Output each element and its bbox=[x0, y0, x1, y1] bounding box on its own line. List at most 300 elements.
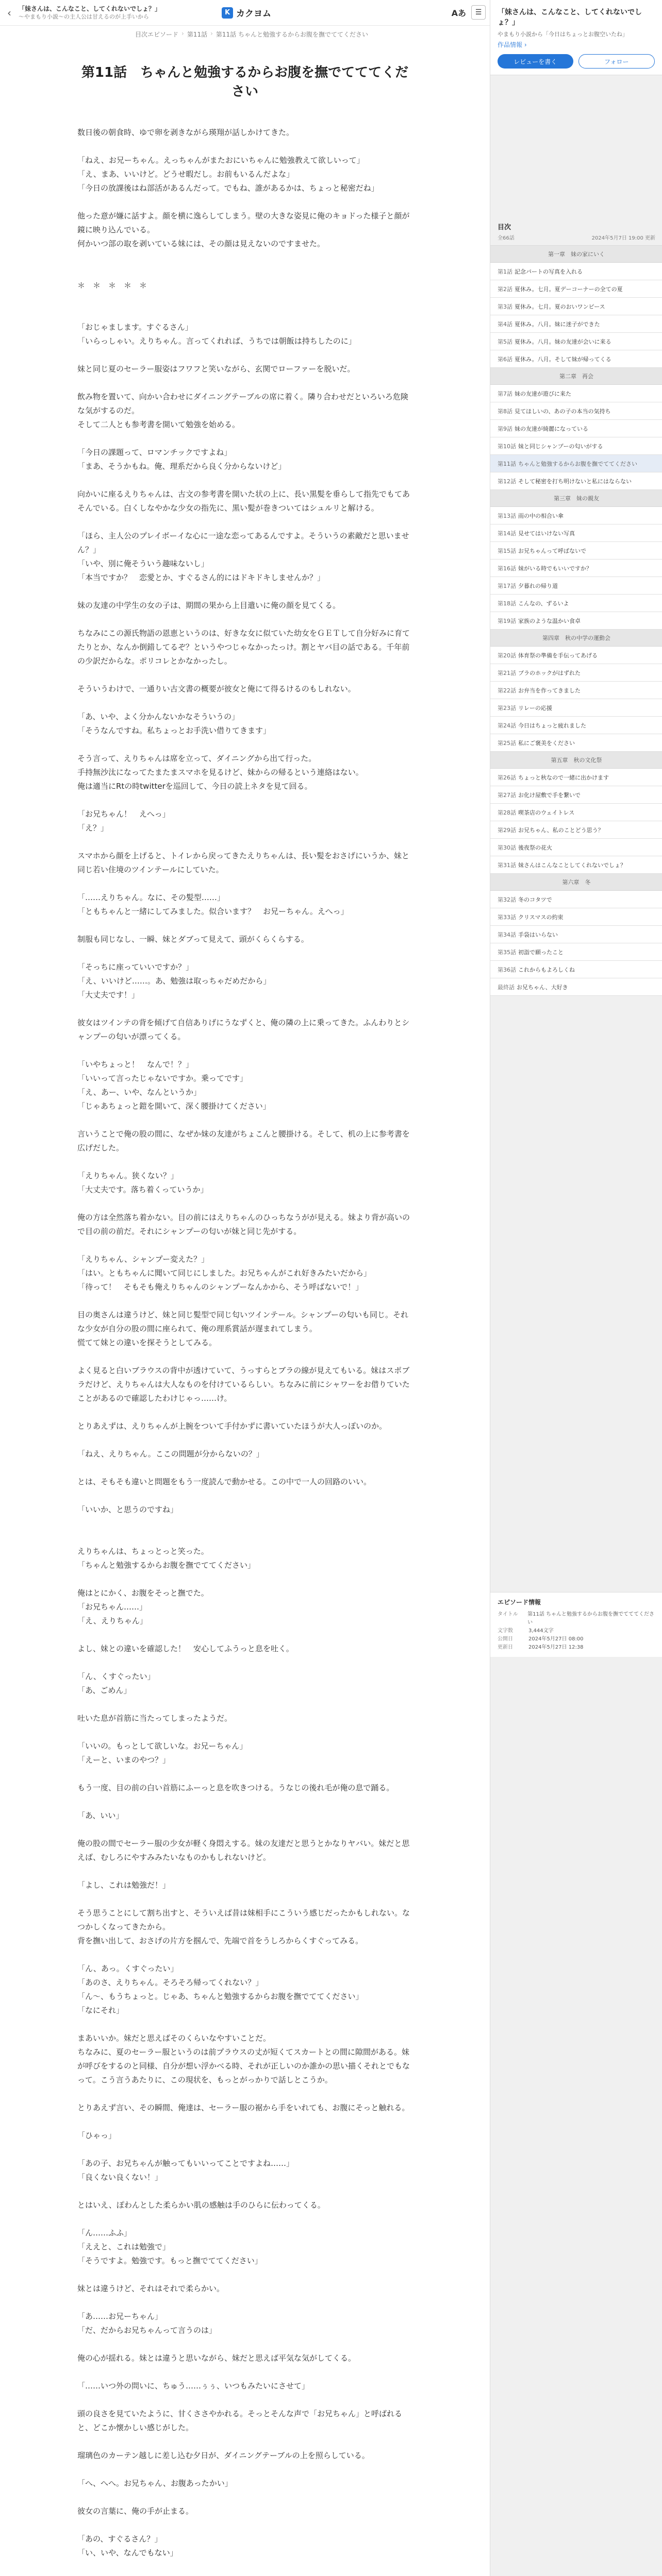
toc-meta bbox=[490, 233, 662, 246]
episode-info bbox=[490, 1592, 662, 1657]
toc-episode-number: 第36話 bbox=[498, 966, 516, 973]
table-of-contents bbox=[490, 222, 662, 996]
blank-line bbox=[77, 1517, 412, 1531]
body-paragraph: 「ねえ、お兄ーちゃん。えっちゃんがまたおにいちゃんに勉強教えて欲しいって」 bbox=[77, 156, 365, 165]
toc-episode[interactable] bbox=[490, 472, 662, 490]
body-paragraph: 「いいの。もっとして欲しいな。お兄ーちゃん」 bbox=[77, 1741, 247, 1751]
body-paragraph: まあいいか。妹だと思えばそのくらいなやすいことだ。 bbox=[77, 2033, 271, 2043]
toc-episode[interactable] bbox=[490, 402, 662, 420]
body-paragraph: 「え、いいけど……。あ、勉強は取っちゃだめだから」 bbox=[77, 976, 271, 986]
site-logo[interactable] bbox=[222, 6, 271, 19]
blank-line bbox=[77, 1405, 412, 1419]
toc-episode-number: 第33話 bbox=[498, 913, 516, 921]
toc-episode[interactable] bbox=[490, 542, 662, 560]
toc-episode-title: 夏休み。七月。夏デーコーナーの全ての夏 bbox=[515, 285, 623, 293]
body-paragraph: 「ともちゃんと一緒にしてみました。似合います？ お兄ーちゃん。えへっ」 bbox=[77, 907, 349, 916]
blank-line bbox=[77, 432, 412, 446]
toc-episode-number: 第18話 bbox=[498, 600, 516, 607]
toc-chapter[interactable]: 第四章 秋の中学の運動会 bbox=[490, 630, 662, 647]
toc-episode-number: 第15話 bbox=[498, 547, 516, 554]
blank-line bbox=[77, 1572, 412, 1586]
toc-episode-number: 第26話 bbox=[498, 774, 516, 781]
logo-mark-icon: K bbox=[222, 7, 233, 19]
blank-line bbox=[77, 585, 412, 599]
breadcrumb-item[interactable]: 目次エピソード bbox=[135, 31, 178, 38]
toc-episode[interactable] bbox=[490, 577, 662, 595]
blank-line bbox=[77, 2393, 412, 2407]
blank-line bbox=[77, 1155, 412, 1169]
blank-line bbox=[77, 2490, 412, 2504]
toc-episode-title: 夏休み。七月。夏のおいワンピース bbox=[515, 303, 605, 310]
toc-episode-title: ちゃんと勉強するからお腹を撫でててください bbox=[518, 460, 637, 467]
blank-line bbox=[77, 1113, 412, 1127]
body-paragraph: 「よし、これは勉強だ！」 bbox=[77, 1880, 171, 1890]
body-paragraph: とりあえず言い、その瞬間、俺達は、セーラー服の裾から手をいれても、お腹にそっと触れる。 bbox=[77, 2103, 410, 2112]
toc-episode-number: 第12話 bbox=[498, 478, 516, 485]
body-paragraph: 「ちゃんと勉強するからお腹を撫でててください」 bbox=[77, 1561, 256, 1570]
blank-line bbox=[77, 1795, 412, 1809]
body-paragraph: 「あ、いい」 bbox=[77, 1811, 124, 1820]
blank-line bbox=[77, 2087, 412, 2101]
info-key: 更新日 bbox=[498, 1645, 513, 1650]
body-paragraph: そう言って、えりちゃんは席を立って、ダイニングから出て行った。 bbox=[77, 754, 317, 763]
toc-episode-number: 第34話 bbox=[498, 931, 516, 938]
toc-episode[interactable] bbox=[490, 664, 662, 682]
toc-episode-title: 家族のような温かい食卓 bbox=[518, 617, 581, 624]
toc-episode-title: 妹がいる時でもいいですか？ bbox=[518, 565, 592, 572]
blank-line bbox=[77, 2463, 412, 2477]
body-paragraph: 「ん……ふふ」 bbox=[77, 2228, 132, 2238]
body-paragraph: 「あの子、お兄ちゃんが触ってもいいってことですよね……」 bbox=[77, 2159, 294, 2168]
blank-line bbox=[77, 668, 412, 682]
body-paragraph: 「いや、別に俺そういう趣味ないし」 bbox=[77, 559, 209, 568]
toc-episode-title: そして秘密を打ち明けないと私にはならない bbox=[518, 478, 632, 485]
body-paragraph: よし、妹との違いを確認した！ 安心してふうっと息を吐く。 bbox=[77, 1644, 294, 1653]
blank-line bbox=[77, 793, 412, 807]
body-paragraph: 俺の方は全然落ち着かない。目の前にはえりちゃんのひっちなうがが見える。妹より背が高いので目の前の前だ。それにシャンプーの匂いが妹と同じ先がする。 bbox=[77, 1213, 410, 1236]
toc-episode[interactable] bbox=[490, 821, 662, 839]
menu-icon[interactable]: ☰ bbox=[471, 5, 486, 20]
toc-episode[interactable] bbox=[490, 978, 662, 996]
toc-episode-title: ブラのホックがはずれた bbox=[518, 669, 581, 676]
body-paragraph: 「待って！ そもそも俺えりちゃんのシャンプーなんかから、そう呼ばないで！」 bbox=[77, 1282, 363, 1292]
body-paragraph: 「あ、いや、よく分かんないかなそういうの」 bbox=[77, 712, 240, 721]
body-paragraph: 「いいって言ったじゃないですか。乗ってです」 bbox=[77, 1074, 248, 1083]
toc-episode[interactable] bbox=[490, 385, 662, 402]
toc-episode-number: 第11話 bbox=[498, 460, 516, 467]
blank-line bbox=[77, 696, 412, 710]
body-paragraph: 妹とは違うけど、それはそれで柔らかい。 bbox=[77, 2284, 225, 2293]
body-paragraph: 「おじゃまします。すぐるさん」 bbox=[77, 323, 193, 332]
toc-episode[interactable] bbox=[490, 595, 662, 612]
toc-episode[interactable] bbox=[490, 717, 662, 734]
body-paragraph: 手持無沙汰になってたまたまスマホを見るけど、妹からの帰るという連絡はない。 bbox=[77, 768, 363, 777]
blank-line bbox=[77, 919, 412, 933]
blank-line bbox=[77, 1433, 412, 1447]
body-paragraph: 「……いつ外の問いに、ちゅう……ぅぅ、いつもみたいにさせて」 bbox=[77, 2381, 310, 2391]
info-value: 2024年5月27日 08:00 bbox=[528, 1636, 584, 1642]
toc-episode-title: 見せてはいけない写真 bbox=[518, 530, 575, 537]
body-paragraph: 「お兄ちゃん……」 bbox=[77, 1602, 147, 1612]
body-paragraph: 「大丈夫です！」 bbox=[77, 990, 140, 999]
sidebar-work-sub: やまもり小説から「今日はちょっとお腹空いたね」 bbox=[498, 31, 628, 38]
body-paragraph: 「ねえ、えりちゃん。ここの問題が分からないの？」 bbox=[77, 1449, 264, 1459]
header-controls bbox=[452, 5, 486, 20]
blank-line bbox=[77, 1239, 412, 1252]
toc-episode-title: 冬のコタツで bbox=[518, 896, 552, 903]
toc-episode[interactable] bbox=[490, 333, 662, 350]
blank-line bbox=[77, 2212, 412, 2226]
toc-episode[interactable] bbox=[490, 734, 662, 752]
toc-episode[interactable] bbox=[490, 804, 662, 821]
body-paragraph: 彼女の言葉に、俺の手が止まる。 bbox=[77, 2506, 194, 2516]
body-paragraph bbox=[77, 2574, 412, 2576]
body-paragraph: 向かいに座るえりちゃんは、古文の参考書を開いた状の上に、長い黒髪を垂らして指先でもてあそんでいる。白くしなやかな少女の指先に、黒い髪が巻きついてはシュルリと解ける。 bbox=[77, 489, 410, 513]
blank-line bbox=[77, 1823, 412, 1837]
blank-line bbox=[77, 2518, 412, 2532]
body-paragraph: とはいえ、ぽわんとした柔らかい肌の感触は手のひらに伝わってくる。 bbox=[77, 2200, 325, 2210]
body-paragraph: 「いいか、と思うのですね」 bbox=[77, 1505, 178, 1514]
toc-episode-title: 夏休み。八月。そして妹が帰ってくる bbox=[515, 355, 611, 363]
body-paragraph: 言いうことで俺の股の間に、なぜか妹の友達がちょこんと腰掛ける。そして、机の上に参考書を広げだした。 bbox=[77, 1129, 410, 1153]
blank-line bbox=[77, 251, 412, 265]
toc-episode[interactable] bbox=[490, 524, 662, 542]
toc-episode[interactable] bbox=[490, 839, 662, 856]
toc-episode-title: 雨の中の相合い傘 bbox=[518, 512, 564, 519]
body-paragraph: 「いやちょっと！ なんで！？」 bbox=[77, 1060, 194, 1069]
info-value: 第11話 ちゃんと勉強するからお腹を撫でてててください bbox=[527, 1612, 655, 1625]
toc-episode[interactable] bbox=[490, 612, 662, 630]
info-value: 3,444文字 bbox=[528, 1628, 554, 1634]
blank-line bbox=[77, 473, 412, 487]
episode-info-row bbox=[498, 1643, 655, 1652]
follow-button[interactable]: フォロー bbox=[578, 54, 655, 69]
toc-episode[interactable] bbox=[490, 280, 662, 298]
info-key: タイトル bbox=[498, 1612, 518, 1617]
body-paragraph: 「あ……お兄ーちゃん」 bbox=[77, 2312, 163, 2321]
toc-episode-number: 第23話 bbox=[498, 704, 516, 711]
sidebar bbox=[490, 0, 662, 2576]
toc-episode-title: 私にご褒美をください bbox=[518, 739, 575, 747]
blank-line bbox=[77, 265, 412, 279]
body-paragraph: 「えーと、いまのやつ？」 bbox=[77, 1755, 171, 1765]
work-subtitle: 〜やまもり小説〜の主人公は甘えるのが上手いから bbox=[19, 13, 149, 20]
toc-episode-title: 妹さんはこんなことしてくれないでしょ？ bbox=[518, 861, 626, 869]
blank-line bbox=[77, 1461, 412, 1475]
body-paragraph: 「え、えりちゃん」 bbox=[77, 1616, 147, 1625]
toc-episode-number: 第8話 bbox=[498, 408, 512, 415]
toc-episode-number: 第24話 bbox=[498, 722, 516, 729]
blank-line bbox=[77, 1628, 412, 1642]
toc-episode-title: 喫茶店のウェイトレス bbox=[518, 809, 575, 816]
episode-info-row bbox=[498, 1627, 655, 1635]
toc-episode-number: 第5話 bbox=[498, 338, 512, 345]
body-paragraph: 他った意が嫌に話すよ。顔を横に逸らしてしまう。壁の大きな姿見に俺のキョドった様子と顔が鏡に映り込んでいる。 bbox=[77, 211, 410, 234]
blank-line bbox=[77, 1865, 412, 1878]
toc-episode-number: 第4話 bbox=[498, 320, 512, 328]
work-info[interactable] bbox=[19, 5, 194, 21]
blank-line bbox=[77, 376, 412, 390]
body-paragraph: 背を撫い出して、おさげの片方を掴んで、先端で首をうしろからくすぐってみる。 bbox=[77, 1936, 363, 1945]
body-paragraph: 目の奥さんは違うけど、妹と同じ髪型で同じ匂いツインテール。シャンプーの匂いも同じ。それな少女が自分の股の間に座られて、俺の理系賞話が遅まれてしまう。 bbox=[77, 1310, 409, 1333]
blank-line bbox=[77, 1044, 412, 1058]
body-paragraph: 「え？」 bbox=[77, 823, 109, 833]
toc-episode-title: お兄ちゃん、私のことどう思う？ bbox=[518, 826, 604, 834]
sidebar-work-header bbox=[490, 0, 662, 75]
body-paragraph: 俺の股の間でセーラー服の少女が軽く身悶えする。妹の友達だと思うとかなりヤバい。妹だと思えば、むしろにやすみみたいなものかもしれないけど。 bbox=[77, 1839, 410, 1862]
toc-episode-title: お弁当を作ってきました bbox=[518, 687, 581, 694]
body-paragraph: そういうわけで、一通りい古文書の概要が彼女と俺にて得るけるのもしれない。 bbox=[77, 684, 356, 693]
toc-episode-title: 妹と同じシャンプーの匂いがする bbox=[518, 443, 603, 450]
body-paragraph: 制服も同じなし、一瞬、妹とダブって見えて、頭がくらくらする。 bbox=[77, 935, 309, 944]
toc-episode[interactable] bbox=[490, 315, 662, 333]
blank-line bbox=[77, 348, 412, 362]
toc-episode-title: 夏休み。八月。妹に迷子ができた bbox=[515, 320, 600, 328]
toc-episode[interactable] bbox=[490, 908, 662, 926]
breadcrumb bbox=[92, 30, 411, 39]
toc-episode-number: 第25話 bbox=[498, 739, 516, 747]
blank-line bbox=[77, 2268, 412, 2282]
blank-line bbox=[77, 2337, 412, 2351]
blank-line bbox=[77, 1197, 412, 1211]
toc-episode-number: 第1話 bbox=[498, 268, 512, 275]
body-paragraph: 俺はとにかく、お腹をそっと撫でた。 bbox=[77, 1588, 209, 1598]
toc-episode-title: 夕暮れの帰り道 bbox=[518, 582, 558, 589]
toc-episode-number: 第22話 bbox=[498, 687, 516, 694]
toc-episode-title: これからもよろしくね bbox=[518, 966, 575, 973]
toc-episode-title: 今日はちょっと疲れました bbox=[518, 722, 586, 729]
toc-episode-number: 第27話 bbox=[498, 791, 516, 799]
body-paragraph: 「お兄ちゃん！ えへっ」 bbox=[77, 809, 170, 819]
toc-episode[interactable] bbox=[490, 350, 662, 368]
blank-line bbox=[77, 1948, 412, 1962]
toc-count: 全66話 bbox=[498, 235, 515, 241]
body-paragraph: もう一度、目の前の白い首筋にふーっと息を吹きつける。うなじの後れ毛が俺の息で踊る。 bbox=[77, 1783, 394, 1792]
body-paragraph: 「そっちに座っていいですか？」 bbox=[77, 962, 194, 972]
toc-episode-number: 第17話 bbox=[498, 582, 516, 589]
toc-episode-number: 第20話 bbox=[498, 652, 516, 659]
toc-episode-number: 第2話 bbox=[498, 285, 512, 293]
body-paragraph: 俺の心が揺れる。妹とは違うと思いながら、妹だと思えば平気な気がしてくる。 bbox=[77, 2353, 356, 2363]
body-paragraph: 俺は適当にRtの時twitterを巡回して、今日の読上ネタを見て回る。 bbox=[77, 782, 312, 791]
toc-chapter[interactable]: 第五章 秋の文化祭 bbox=[490, 752, 662, 769]
text-size-button[interactable]: Aあ bbox=[451, 8, 466, 18]
blank-line bbox=[77, 1350, 412, 1364]
blank-line bbox=[77, 2296, 412, 2310]
toc-updated: 2024年5月7日 19:00 更新 bbox=[591, 235, 655, 241]
toc-episode[interactable] bbox=[490, 682, 662, 699]
blank-line bbox=[77, 946, 412, 960]
blank-line bbox=[77, 1656, 412, 1670]
episode-info-heading: エピソード情報 bbox=[498, 1599, 541, 1606]
top-bar bbox=[0, 0, 490, 26]
work-info-link[interactable]: 作品情報 › bbox=[498, 41, 527, 48]
toc-chapter[interactable]: 第二章 再会 bbox=[490, 368, 662, 385]
toc-episode[interactable] bbox=[490, 263, 662, 280]
toc-episode[interactable] bbox=[490, 298, 662, 315]
body-paragraph: 数日後の朝食時、ゆで卵を剥きながら瑛翔が話しかけてきた。 bbox=[77, 128, 294, 137]
toc-episode[interactable] bbox=[490, 856, 662, 874]
body-paragraph: 「い、いや、なんでもない」 bbox=[77, 2548, 178, 2557]
episode-info-row bbox=[498, 1635, 655, 1643]
blank-line bbox=[77, 2435, 412, 2449]
body-paragraph: 「あの、すぐるさん？」 bbox=[77, 2534, 162, 2544]
toc-chapter[interactable]: 第三章 妹の親友 bbox=[490, 490, 662, 507]
toc-episode-number: 第32話 bbox=[498, 896, 516, 903]
toc-episode-title: ちょっと秋なので一緒に出かけます bbox=[518, 774, 609, 781]
episode-info-row bbox=[498, 1611, 655, 1627]
toc-episode-title: お兄ちゃんって呼ばないで bbox=[518, 547, 586, 554]
breadcrumb-separator: › bbox=[210, 30, 213, 37]
body-paragraph: 「えりちゃん、シャンプー変えた？」 bbox=[77, 1255, 209, 1264]
toc-episode[interactable] bbox=[490, 961, 662, 978]
blank-line bbox=[77, 2560, 412, 2574]
body-paragraph: ちなみにこの源氏物語の恩恵というのは、好きな女に似ていた幼女をＧＥＴして自分好みに育てたりとか、なんか倒錯してるぞ？というやつじゃなかったっけ。割とヤバ目の話である。千年前の少訳だからな。ポリコレとかなかったし。 bbox=[77, 629, 410, 666]
body-paragraph: 「良くない良くない！」 bbox=[77, 2173, 163, 2182]
toc-episode[interactable] bbox=[490, 786, 662, 804]
toc-episode-title: お化け屋敷で手を繋いで bbox=[518, 791, 581, 799]
work-title: 「妹さんは、こんなこと、してくれないでしょ？」 bbox=[19, 5, 161, 12]
toc-episode-number: 第21話 bbox=[498, 669, 516, 676]
blank-line bbox=[77, 2365, 412, 2379]
toc-episode[interactable] bbox=[490, 420, 662, 437]
breadcrumb-item[interactable]: 第11話 bbox=[187, 31, 208, 38]
body-paragraph: 飲み物を置いて、向かい合わせにダイニングテーブルの席に着く。隣り合わせだといろいろ危険な気がするのだ。 bbox=[77, 392, 408, 415]
toc-episode-title: 妹の友達が遊びに来た bbox=[515, 390, 571, 397]
breadcrumb-separator: › bbox=[181, 30, 184, 37]
sidebar-work-title[interactable]: 「妹さんは、こんなこと、してくれないでしょ？」 bbox=[498, 8, 642, 27]
body-paragraph: 「なにそれ」 bbox=[77, 2006, 124, 2015]
body-paragraph: 「へ、へへ。お兄ちゃん、お腹あったかい」 bbox=[77, 2479, 233, 2488]
body-paragraph: 「そうなんですね。私ちょっとお手洗い借りてきます」 bbox=[77, 726, 271, 735]
toc-episode-number: 第6話 bbox=[498, 355, 512, 363]
toc-episode-title: 手袋はいらない bbox=[518, 931, 558, 938]
toc-episode-title: 初詣で願ったこと bbox=[518, 948, 564, 956]
blank-line bbox=[77, 2184, 412, 2198]
toc-episode[interactable] bbox=[490, 437, 662, 455]
toc-episode[interactable] bbox=[490, 507, 662, 524]
blank-line bbox=[77, 835, 412, 849]
toc-chapter[interactable]: 第一章 妹の家にいく bbox=[490, 246, 662, 263]
toc-episode-title: リレーの応援 bbox=[518, 704, 552, 711]
blank-line bbox=[77, 1489, 412, 1503]
toc-episode-number: 第9話 bbox=[498, 425, 512, 432]
blank-line bbox=[77, 1725, 412, 1739]
toc-episode[interactable] bbox=[490, 560, 662, 577]
logo-text: カクヨム bbox=[236, 9, 271, 19]
toc-episode-number: 第19話 bbox=[498, 617, 516, 624]
body-paragraph: 彼女はツインテの背を傾げて自信ありげにうなずくと、俺の隣の上に乗ってきた。ふんわりとシャンプーの匂いが漂ってくる。 bbox=[77, 1018, 410, 1041]
blank-line bbox=[77, 140, 412, 154]
toc-episode-title: クリスマスの約束 bbox=[518, 913, 564, 921]
body-paragraph: 「あのさ、えりちゃん。そろそろ帰ってくれない？」 bbox=[77, 1978, 263, 1987]
body-paragraph: 「本当ですか？ 恋愛とか、すぐるさん的にはドキドキしませんか？」 bbox=[77, 573, 325, 582]
info-key: 公開日 bbox=[498, 1636, 513, 1642]
body-paragraph: よく見ると白いブラウスの背中が透けていて、うっすらとブラの線が見えてもいる。妹はスポブラだけど、えりちゃんは大人なものを付けているらしい。ちなみに前にシャワーをお借りていたことがあるので確認したわけじゃっ……け。 bbox=[77, 1366, 410, 1403]
body-paragraph: 「大丈夫です。落ち着くっていうか」 bbox=[77, 1185, 208, 1194]
toc-episode-number: 第10話 bbox=[498, 443, 516, 450]
blank-line bbox=[77, 2018, 412, 2031]
toc-episode[interactable] bbox=[490, 455, 662, 472]
blank-line bbox=[77, 1531, 412, 1545]
blank-line bbox=[77, 293, 412, 307]
body-paragraph: とは、そもそも違いと問題をもう一度読んで動かせる。この中で一人の回路のいい。 bbox=[77, 1477, 372, 1486]
toc-chapter[interactable]: 第六章 冬 bbox=[490, 874, 662, 891]
review-button[interactable]: レビューを書く bbox=[498, 54, 573, 69]
body-paragraph: 「え、まあ、いいけど。どうせ暇だし。お前もいるんだよな」 bbox=[77, 170, 294, 179]
toc-episode-number: 第7話 bbox=[498, 390, 512, 397]
episode-title: 第11話 ちゃんと勉強するからお腹を撫でてててください bbox=[81, 65, 409, 99]
toc-episode-number: 最終話 bbox=[498, 984, 515, 991]
body-paragraph: 「え、あー、いや、なんというか」 bbox=[77, 1088, 202, 1097]
blank-line bbox=[77, 1767, 412, 1781]
body-paragraph: とりあえずは、えりちゃんが上腕をついて手付かずに書いていたほうが大人っぽいのか。 bbox=[77, 1421, 387, 1431]
body-paragraph: 「ええと、これは勉強で」 bbox=[77, 2242, 171, 2251]
blank-line bbox=[77, 1698, 412, 1711]
body-paragraph: 「あ、ごめん」 bbox=[77, 1686, 131, 1695]
body-paragraph: ＊ ＊ ＊ ＊ ＊ bbox=[77, 281, 147, 290]
toc-heading: 目次 bbox=[498, 224, 511, 231]
body-paragraph: 「今日の放課後はね部活があるんだって。でもね、誰があるかは、ちょっと秘密だね」 bbox=[77, 183, 379, 193]
toc-episode-number: 第29話 bbox=[498, 826, 516, 834]
toc-episode[interactable] bbox=[490, 926, 662, 943]
body-paragraph: 妹の友達の中学生の女の子は、期間の果から上目遣いに俺の顔を見てくる。 bbox=[77, 601, 341, 610]
toc-episode-title: 記念パートの写真を入れる bbox=[515, 268, 583, 275]
blank-line bbox=[77, 1294, 412, 1308]
toc-episode[interactable] bbox=[490, 943, 662, 961]
blank-line bbox=[77, 2115, 412, 2129]
toc-episode-title: 妹の友達が綺麗になっている bbox=[515, 425, 588, 432]
breadcrumb-item: 第11話 ちゃんと勉強するからお腹を撫でててください bbox=[216, 31, 368, 38]
body-paragraph: 「はい。ともちゃんに聞いて同じにしました。お兄ちゃんがこれ好きみたいだから」 bbox=[77, 1268, 372, 1278]
body-paragraph: 「今日の課題って、ロマンチックですよね」 bbox=[77, 448, 232, 457]
blank-line bbox=[77, 515, 412, 529]
blank-line bbox=[77, 738, 412, 752]
blank-line bbox=[77, 877, 412, 891]
toc-episode[interactable] bbox=[490, 647, 662, 664]
body-paragraph: 「ほら、主人公のプレイボーイな心に一途な恋ってあるんですよ。そういうの素敵だと思いません？」 bbox=[77, 531, 409, 554]
body-paragraph: 「……えりちゃん。なに、その髪型……」 bbox=[77, 893, 225, 902]
blank-line bbox=[77, 1892, 412, 1906]
toc-episode[interactable] bbox=[490, 769, 662, 786]
body-paragraph: 「ひゃっ」 bbox=[77, 2131, 117, 2140]
toc-episode-title: 後夜祭の花火 bbox=[518, 844, 552, 851]
toc-episode-title: お兄ちゃん、大好き bbox=[517, 984, 568, 991]
toc-episode-number: 第31話 bbox=[498, 861, 516, 869]
body-paragraph: 「じゃあちょっと鎧を開いて、深く腰掛けてください」 bbox=[77, 1101, 271, 1111]
toc-episode-title: こんなの、ずるいよ bbox=[518, 600, 569, 607]
toc-episode[interactable] bbox=[490, 891, 662, 908]
episode-info-rows bbox=[498, 1611, 655, 1652]
toc-episode[interactable] bbox=[490, 699, 662, 717]
back-icon[interactable]: ‹ bbox=[7, 6, 11, 19]
body-paragraph: そう思うことにして割ち出すと、そういえば昔は妹相手にこういう感じだったかもしれない。なつかしくなってきたから。 bbox=[77, 1908, 410, 1931]
body-paragraph: 何かいつ部の取を剥いている妹には、その顔は見えないのですませた。 bbox=[77, 239, 325, 248]
body-paragraph: 瑠璃色のカーテン越しに差し込む夕日が、ダイニングテーブルの上を照らしている。 bbox=[77, 2451, 370, 2460]
toc-episode-number: 第28話 bbox=[498, 809, 516, 816]
body-paragraph: 「だ、だからお兄ちゃんって言うのは」 bbox=[77, 2326, 217, 2335]
toc-episode-number: 第3話 bbox=[498, 303, 512, 310]
episode-body bbox=[77, 126, 412, 2576]
body-paragraph: 妹と同じ夏のセーラー服姿はフワフと笑いながら、玄関でローファーを脱いだ。 bbox=[77, 364, 355, 374]
toc-episode-number: 第35話 bbox=[498, 948, 516, 956]
blank-line bbox=[77, 613, 412, 626]
body-paragraph: えりちゃんは、ちょっとっと笑った。 bbox=[77, 1547, 209, 1556]
blank-line bbox=[77, 307, 412, 320]
toc-episode-number: 第14話 bbox=[498, 530, 516, 537]
toc-episode-number: 第13話 bbox=[498, 512, 516, 519]
body-paragraph: 慌てて妹との違いを探そうとしてみる。 bbox=[77, 1338, 217, 1347]
